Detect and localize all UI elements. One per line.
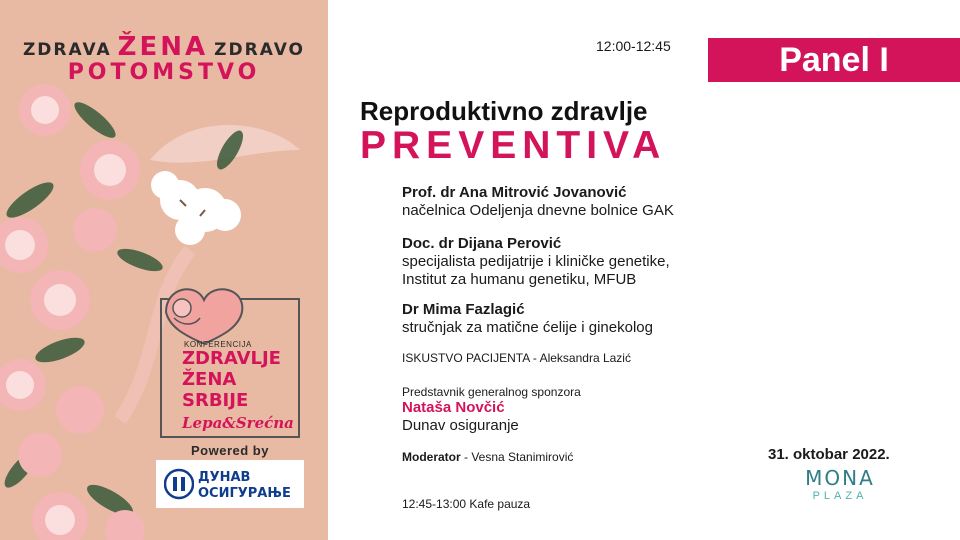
speaker-role: stručnjak za matične ćelije i ginekolog — [402, 319, 653, 336]
moderator-name: - Vesna Stanimirović — [460, 450, 574, 464]
venue-line1: MONA — [805, 466, 875, 490]
speaker-name: Doc. dr Dijana Perović — [402, 235, 562, 252]
logo-line2: ŽENA — [182, 369, 237, 390]
slogan-pre: ZDRAVA — [22, 40, 112, 60]
slogan-line1 — [0, 32, 328, 62]
speaker-name: Dr Mima Fazlagić — [402, 301, 525, 318]
speaker-name: Prof. dr Ana Mitrović Jovanović — [402, 184, 627, 201]
speaker-item — [402, 184, 674, 220]
sponsor-rep-name: Nataša Novčić — [402, 399, 505, 416]
sponsor-rep-company: Dunav osiguranje — [402, 417, 519, 434]
logo-line1: ZDRAVLJE — [182, 348, 281, 369]
speaker-role: načelnica Odeljenja dnevne bolnice GAK — [402, 202, 674, 219]
venue-line2: PLAZA — [812, 490, 868, 502]
left-panel — [0, 0, 328, 540]
moderator-label: Moderator — [402, 450, 461, 464]
slogan-line2: POTOMSTVO — [67, 60, 261, 85]
powered-by-label: Powered by — [191, 443, 269, 458]
speaker-role: specijalista pedijatrije i kliničke genetike, — [402, 253, 670, 270]
moderator — [402, 450, 573, 464]
speaker-item — [402, 235, 670, 289]
speaker-item — [402, 301, 653, 337]
heart-baby-icon — [156, 282, 306, 344]
panel-title: PREVENTIVA — [360, 124, 667, 167]
speaker-role: Institut za humanu genetiku, MFUB — [402, 271, 637, 288]
sponsor-logo — [156, 460, 304, 508]
slogan-highlight: ŽENA — [117, 32, 209, 62]
coffee-break: 12:45-13:00 Kafe pauza — [402, 497, 531, 511]
slogan-post: ZDRAVO — [214, 40, 306, 60]
sponsor-rep — [402, 399, 519, 435]
panel-subtitle: Reproduktivno zdravlje — [360, 96, 648, 126]
logo-brand: Lepa&Srećna — [182, 414, 294, 432]
sponsor-line2: ОСИГУРАЊЕ — [198, 486, 291, 501]
patient-experience: ISKUSTVO PACIJENTA - Aleksandra Lazić — [402, 351, 631, 365]
venue-logo — [800, 466, 880, 502]
conference-logo — [160, 298, 300, 438]
panel-badge: Panel I — [708, 38, 960, 82]
sponsor-rep-label: Predstavnik generalnog sponzora — [402, 385, 581, 399]
dunav-emblem-icon — [164, 468, 194, 500]
logo-konferencija: KONFERENCIJA — [184, 340, 252, 349]
session-time: 12:00-12:45 — [596, 38, 671, 54]
sponsor-line1: ДУНАВ — [198, 470, 251, 485]
logo-line3: SRBIJE — [182, 390, 249, 411]
event-date: 31. oktobar 2022. — [768, 446, 890, 463]
